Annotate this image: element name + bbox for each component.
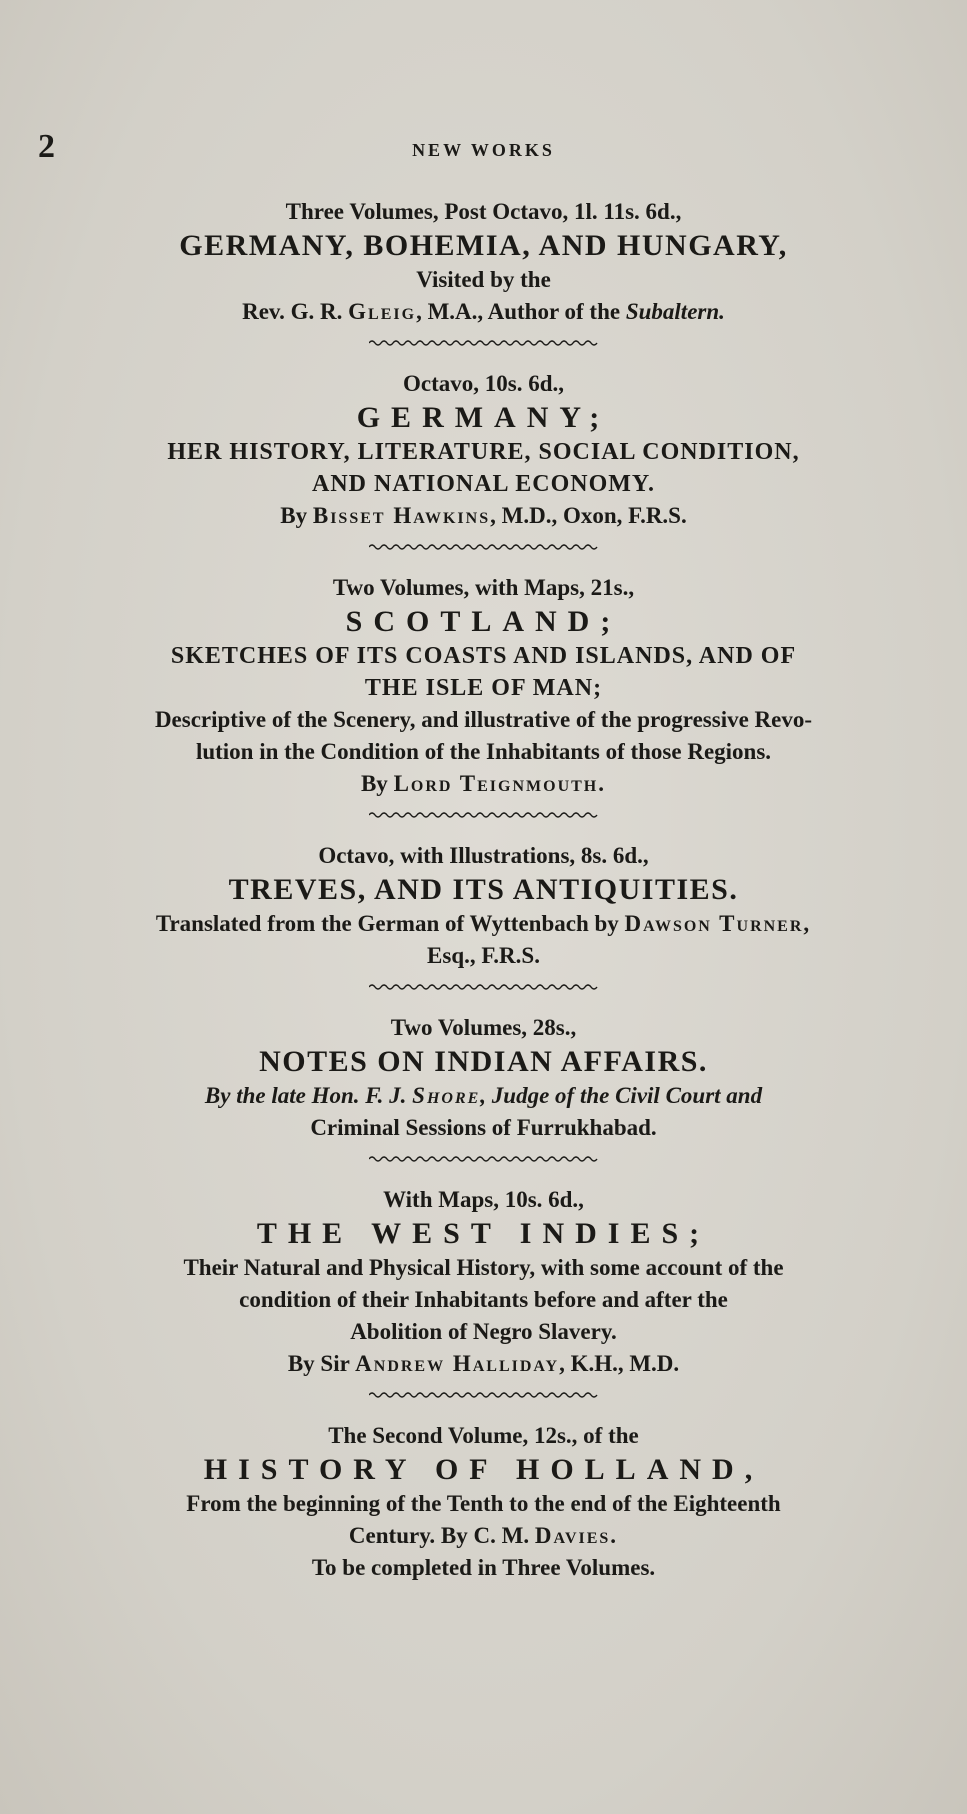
entry-format: Two Volumes, 28s.,	[390, 1015, 577, 1040]
entry-author	[36, 768, 931, 800]
author-name: Shore	[412, 1083, 481, 1108]
entry-description: Abolition of Negro Slavery.	[350, 1319, 617, 1344]
entry-description: Criminal Sessions of Furrukhabad.	[310, 1115, 657, 1140]
entry-format: With Maps, 10s. 6d.,	[383, 1187, 584, 1212]
entry-format: Three Volumes, Post Octavo, 1l. 11s. 6d.,	[285, 199, 682, 224]
entry-line: Visited by the	[416, 267, 551, 292]
author-suffix: , M.A., Author of the	[416, 299, 621, 324]
entry-description: To be completed in Three Volumes.	[311, 1555, 656, 1580]
description-suffix: , Judge of the Civil Court and	[480, 1083, 763, 1108]
entry-author	[36, 1348, 931, 1380]
entry-format: The Second Volume, 12s., of the	[328, 1423, 639, 1448]
author-name: Andrew Halliday	[355, 1351, 560, 1376]
page-header	[0, 128, 967, 168]
wavy-rule-divider	[369, 1390, 599, 1400]
entry-title: SCOTLAND;	[345, 605, 622, 638]
advert-entry-germany	[36, 368, 931, 532]
author-suffix: , M.D., Oxon, F.R.S.	[490, 503, 687, 528]
entry-subtitle: AND NATIONAL ECONOMY.	[311, 471, 656, 497]
entry-title: GERMANY, BOHEMIA, AND HUNGARY,	[179, 229, 788, 262]
advertisement-list	[36, 196, 931, 1584]
entry-author	[36, 500, 931, 532]
wavy-rule-divider	[369, 338, 599, 348]
entry-description: Esq., F.R.S.	[427, 943, 540, 968]
author-name: Gleig	[348, 299, 417, 324]
running-head: NEW WORKS	[412, 140, 555, 160]
entry-description: From the beginning of the Tenth to the end of the Eighteenth	[186, 1491, 781, 1516]
author-work: Subaltern.	[625, 299, 725, 324]
author-prefix: By	[360, 771, 388, 796]
entry-format: Two Volumes, with Maps, 21s.,	[332, 575, 635, 600]
wavy-rule-divider	[369, 982, 599, 992]
entry-description	[36, 908, 931, 940]
author-name: Lord Teignmouth.	[393, 771, 607, 796]
entry-description: Descriptive of the Scenery, and illustrative of the progressive Revo-	[154, 707, 813, 732]
advert-entry-scotland	[36, 572, 931, 800]
advert-entry-west-indies	[36, 1184, 931, 1380]
advert-entry-germany-bohemia-hungary	[36, 196, 931, 328]
entry-subtitle: HER HISTORY, LITERATURE, SOCIAL CONDITION,	[167, 439, 800, 465]
advert-entry-indian-affairs	[36, 1012, 931, 1144]
entry-title: HISTORY OF HOLLAND,	[203, 1453, 764, 1486]
entry-description	[36, 1520, 931, 1552]
advert-entry-history-of-holland	[36, 1420, 931, 1584]
entry-description: Their Natural and Physical History, with some account of the	[183, 1255, 784, 1280]
entry-description: condition of their Inhabitants before and after the	[239, 1287, 728, 1312]
author-prefix: By Sir	[287, 1351, 350, 1376]
entry-title: GERMANY;	[356, 401, 611, 434]
entry-format: Octavo, with Illustrations, 8s. 6d.,	[318, 843, 649, 868]
author-name: Bisset Hawkins	[312, 503, 491, 528]
author-prefix: Rev. G. R.	[242, 299, 343, 324]
wavy-rule-divider	[369, 542, 599, 552]
entry-description: lution in the Condition of the Inhabitants of those Regions.	[195, 739, 772, 764]
entry-format: Octavo, 10s. 6d.,	[403, 371, 564, 396]
author-name: Dawson Turner,	[624, 911, 812, 936]
description-prefix: By the late Hon. F. J.	[204, 1083, 407, 1108]
entry-author	[36, 296, 931, 328]
advert-entry-treves	[36, 840, 931, 972]
page-number: 2	[38, 128, 55, 165]
author-suffix: , K.H., M.D.	[559, 1351, 680, 1376]
entry-subtitle: THE ISLE OF MAN;	[364, 675, 603, 701]
author-prefix: By	[280, 503, 308, 528]
author-name: Davies.	[534, 1523, 619, 1548]
wavy-rule-divider	[369, 810, 599, 820]
entry-title: TREVES, AND ITS ANTIQUITIES.	[228, 873, 739, 906]
description-prefix: Century. By C. M.	[348, 1523, 530, 1548]
description-prefix: Translated from the German of Wyttenbach by	[155, 911, 619, 936]
entry-description	[36, 1080, 931, 1112]
entry-subtitle: SKETCHES OF ITS COASTS AND ISLANDS, AND OF	[170, 643, 797, 669]
entry-title: NOTES ON INDIAN AFFAIRS.	[259, 1045, 708, 1078]
entry-title: THE WEST INDIES;	[256, 1217, 711, 1250]
wavy-rule-divider	[369, 1154, 599, 1164]
